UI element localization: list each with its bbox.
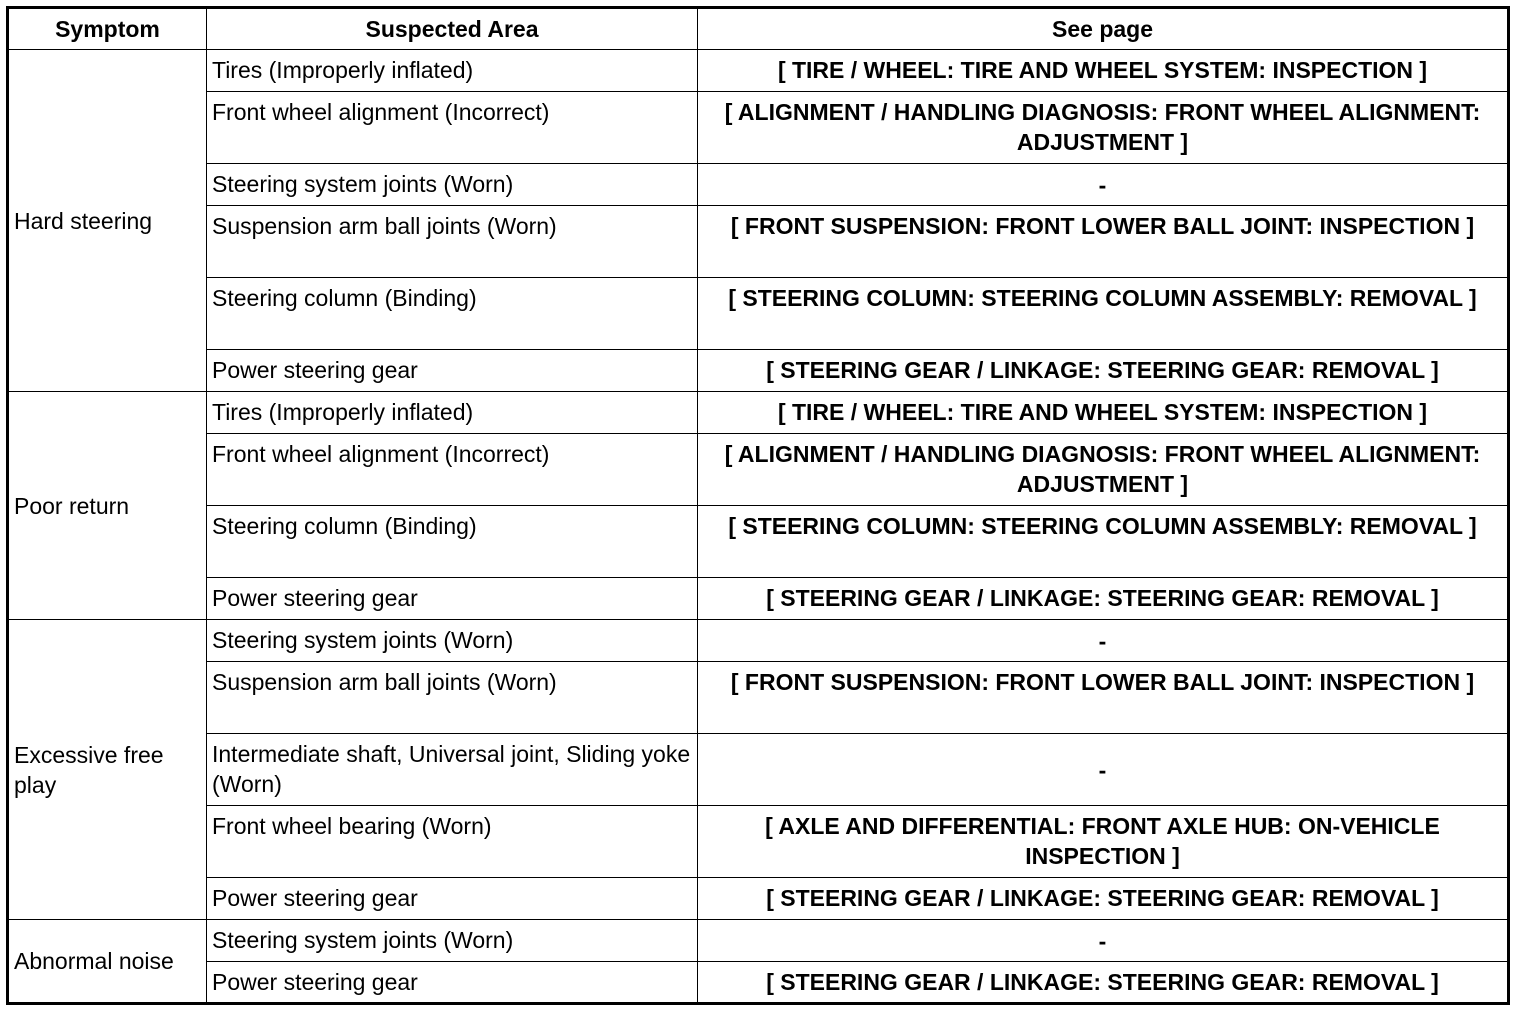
table-row	[8, 962, 1509, 1004]
see-page-link[interactable]: [ STEERING COLUMN: STEERING COLUMN ASSEMBLY: REMOVAL ]	[698, 278, 1509, 350]
table-row	[8, 434, 1509, 506]
table-row	[8, 878, 1509, 920]
see-page-empty: -	[698, 164, 1509, 206]
table-row	[8, 92, 1509, 164]
see-page-link[interactable]: [ STEERING GEAR / LINKAGE: STEERING GEAR: REMOVAL ]	[698, 962, 1509, 1004]
symptom-cell: Hard steering	[8, 50, 207, 392]
see-page-link[interactable]: [ FRONT SUSPENSION: FRONT LOWER BALL JOINT: INSPECTION ]	[698, 206, 1509, 278]
see-page-link[interactable]: [ STEERING GEAR / LINKAGE: STEERING GEAR: REMOVAL ]	[698, 350, 1509, 392]
header-symptom: Symptom	[8, 8, 207, 50]
see-page-link[interactable]: [ FRONT SUSPENSION: FRONT LOWER BALL JOINT: INSPECTION ]	[698, 662, 1509, 734]
see-page-link[interactable]: [ AXLE AND DIFFERENTIAL: FRONT AXLE HUB: ON-VEHICLE INSPECTION ]	[698, 806, 1509, 878]
table-row	[8, 578, 1509, 620]
table-row	[8, 662, 1509, 734]
table-row	[8, 920, 1509, 962]
suspected-area-cell: Intermediate shaft, Universal joint, Sliding yoke (Worn)	[207, 734, 698, 806]
see-page-link[interactable]: [ ALIGNMENT / HANDLING DIAGNOSIS: FRONT WHEEL ALIGNMENT: ADJUSTMENT ]	[698, 434, 1509, 506]
table-row	[8, 620, 1509, 662]
suspected-area-cell: Steering system joints (Worn)	[207, 620, 698, 662]
table-row	[8, 164, 1509, 206]
suspected-area-cell: Tires (Improperly inflated)	[207, 392, 698, 434]
suspected-area-cell: Front wheel alignment (Incorrect)	[207, 434, 698, 506]
suspected-area-cell: Power steering gear	[207, 578, 698, 620]
suspected-area-cell: Suspension arm ball joints (Worn)	[207, 206, 698, 278]
suspected-area-cell: Tires (Improperly inflated)	[207, 50, 698, 92]
see-page-link[interactable]: [ STEERING COLUMN: STEERING COLUMN ASSEMBLY: REMOVAL ]	[698, 506, 1509, 578]
suspected-area-cell: Steering system joints (Worn)	[207, 164, 698, 206]
table-row	[8, 278, 1509, 350]
suspected-area-cell: Front wheel alignment (Incorrect)	[207, 92, 698, 164]
table-header-row	[8, 8, 1509, 50]
suspected-area-cell: Steering column (Binding)	[207, 506, 698, 578]
see-page-link[interactable]: [ STEERING GEAR / LINKAGE: STEERING GEAR: REMOVAL ]	[698, 878, 1509, 920]
see-page-link[interactable]: [ STEERING GEAR / LINKAGE: STEERING GEAR: REMOVAL ]	[698, 578, 1509, 620]
table-row	[8, 506, 1509, 578]
suspected-area-cell: Suspension arm ball joints (Worn)	[207, 662, 698, 734]
table-row	[8, 350, 1509, 392]
see-page-link[interactable]: [ ALIGNMENT / HANDLING DIAGNOSIS: FRONT WHEEL ALIGNMENT: ADJUSTMENT ]	[698, 92, 1509, 164]
see-page-link[interactable]: [ TIRE / WHEEL: TIRE AND WHEEL SYSTEM: INSPECTION ]	[698, 50, 1509, 92]
see-page-empty: -	[698, 734, 1509, 806]
see-page-empty: -	[698, 920, 1509, 962]
suspected-area-cell: Power steering gear	[207, 350, 698, 392]
suspected-area-cell: Front wheel bearing (Worn)	[207, 806, 698, 878]
table-row	[8, 734, 1509, 806]
suspected-area-cell: Power steering gear	[207, 878, 698, 920]
table-row	[8, 392, 1509, 434]
suspected-area-cell: Steering column (Binding)	[207, 278, 698, 350]
table-row	[8, 806, 1509, 878]
see-page-empty: -	[698, 620, 1509, 662]
header-see-page: See page	[698, 8, 1509, 50]
header-suspected-area: Suspected Area	[207, 8, 698, 50]
table-row	[8, 206, 1509, 278]
see-page-link[interactable]: [ TIRE / WHEEL: TIRE AND WHEEL SYSTEM: INSPECTION ]	[698, 392, 1509, 434]
diagnostic-table	[6, 6, 1510, 1005]
suspected-area-cell: Power steering gear	[207, 962, 698, 1004]
symptom-cell: Abnormal noise	[8, 920, 207, 1004]
table-row	[8, 50, 1509, 92]
symptom-cell: Poor return	[8, 392, 207, 620]
suspected-area-cell: Steering system joints (Worn)	[207, 920, 698, 962]
symptom-cell: Excessive free play	[8, 620, 207, 920]
